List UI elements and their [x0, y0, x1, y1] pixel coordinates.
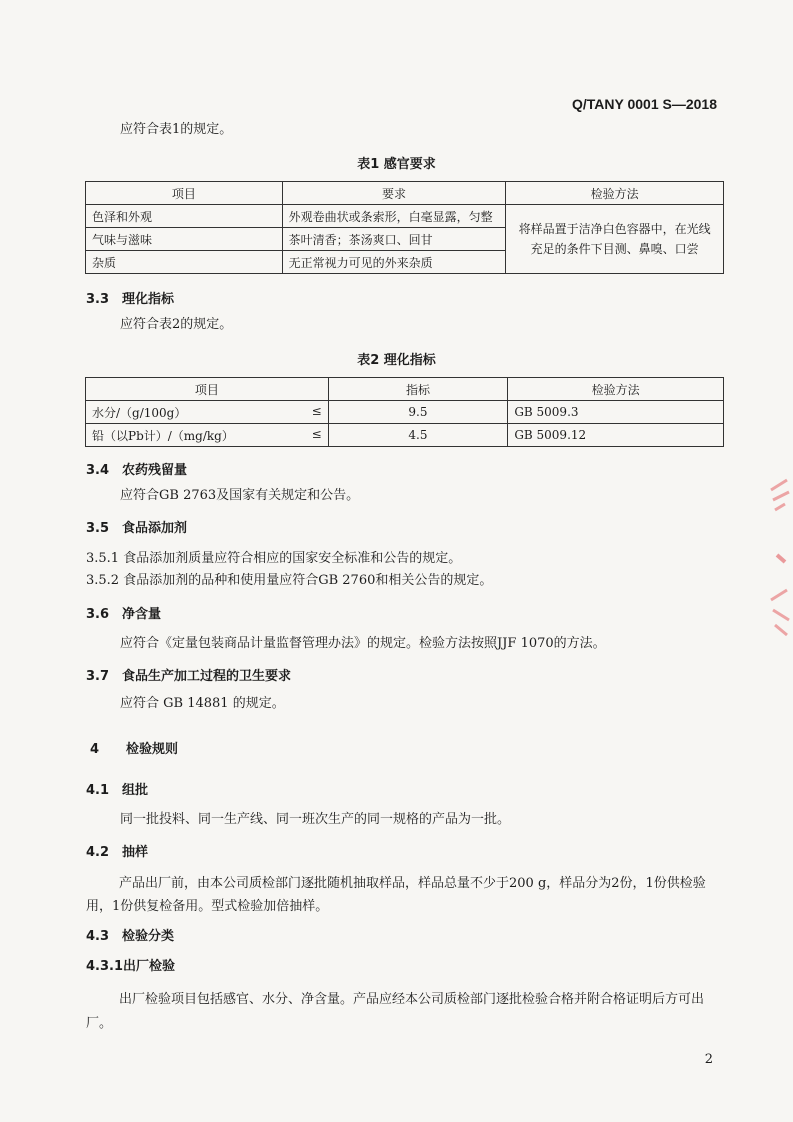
section-number: 3.4	[86, 463, 110, 478]
table-header-cell: 项目	[86, 182, 283, 205]
section-3-7-text: 应符合 GB 14881 的规定。	[120, 696, 285, 711]
section-4-2-text: 产品出厂前，由本公司质检部门逐批随机抽取样品，样品总量不少于200 g，样品分为2份，1份供检验用，1份供复检备用。型式检验加倍抽样。	[86, 876, 706, 914]
table-cell-method: GB 5009.12	[508, 424, 724, 447]
section-title: 组批	[122, 783, 149, 798]
section-3-7-heading	[86, 665, 291, 684]
table2-reference: 应符合表2的规定。	[120, 317, 233, 332]
table-cell-requirement: 无正常视力可见的外来杂质	[282, 251, 506, 274]
section-4-2-heading	[86, 841, 148, 860]
le-sign: ≤	[311, 426, 322, 441]
table2-physicochemical	[85, 377, 724, 447]
section-title: 农药残留量	[122, 463, 188, 478]
table-row	[86, 205, 724, 228]
table-cell-method: GB 5009.3	[508, 401, 724, 424]
section-title: 净含量	[122, 607, 162, 622]
table-cell-item	[86, 424, 329, 447]
le-sign: ≤	[311, 403, 322, 418]
section-title: 食品生产加工过程的卫生要求	[122, 669, 292, 684]
section-3-6-heading	[86, 603, 161, 622]
table-header-row	[86, 182, 724, 205]
section-number: 4.3	[86, 929, 110, 944]
section-title: 检验规则	[126, 742, 179, 757]
page-number: 2	[704, 1052, 713, 1067]
table-cell-requirement: 外观卷曲状或条索形，白毫显露，匀整	[282, 205, 506, 228]
section-4-3-1-heading	[86, 955, 175, 974]
table-cell-value: 9.5	[328, 401, 508, 424]
table1-caption: 表1 感官要求	[357, 157, 436, 172]
section-4-3-heading	[86, 925, 174, 944]
table1-reference: 应符合表1的规定。	[120, 122, 233, 137]
section-3-5-heading	[86, 517, 187, 536]
table-header-row	[86, 378, 724, 401]
section-number: 4.3.1	[86, 959, 124, 974]
section-title: 检验分类	[122, 929, 175, 944]
section-title: 理化指标	[122, 292, 175, 307]
table-cell-item: 气味与滋味	[86, 228, 283, 251]
section-4-3-1-text: 出厂检验项目包括感官、水分、净含量。产品应经本公司质检部门逐批检验合格并附合格证明后方可出厂。	[86, 992, 705, 1031]
standard-number: Q/TANY 0001 S—2018	[571, 96, 717, 112]
table-cell-method: 将样品置于洁净白色容器中，在光线充足的条件下目测、鼻嗅、口尝	[506, 205, 724, 274]
seal-fragment-icon	[765, 470, 793, 650]
table-header-cell: 要求	[282, 182, 506, 205]
table-cell-item: 色泽和外观	[86, 205, 283, 228]
section-4-heading	[90, 738, 178, 757]
section-number: 4.1	[86, 783, 110, 798]
section-number: 4.2	[86, 845, 110, 860]
table-header-cell: 指标	[328, 378, 508, 401]
table-cell-value: 4.5	[328, 424, 508, 447]
section-title: 食品添加剂	[122, 521, 188, 536]
table-cell-item	[86, 401, 329, 424]
item-label: 铅（以Pb计）/（mg/kg）	[92, 428, 234, 443]
table-cell-requirement: 茶叶清香；茶汤爽口、回甘	[282, 228, 506, 251]
section-number: 3.6	[86, 607, 110, 622]
section-4-1-heading	[86, 779, 148, 798]
section-3-3-heading	[86, 288, 174, 307]
section-3-4-heading	[86, 459, 187, 478]
table-row	[86, 424, 724, 447]
section-3-5-2-text: 3.5.2 食品添加剂的品种和使用量应符合GB 2760和相关公告的规定。	[86, 573, 493, 588]
item-label: 水分/（g/100g）	[92, 405, 187, 420]
table-cell-item: 杂质	[86, 251, 283, 274]
section-title: 出厂检验	[123, 959, 176, 974]
section-number: 3.3	[86, 292, 110, 307]
table2-caption: 表2 理化指标	[357, 353, 436, 368]
table-header-cell: 项目	[86, 378, 329, 401]
section-4-1-text: 同一批投料、同一生产线、同一班次生产的同一规格的产品为一批。	[120, 812, 511, 827]
section-3-6-text: 应符合《定量包装商品计量监督管理办法》的规定。检验方法按照JJF 1070的方法。	[120, 636, 606, 651]
table-row	[86, 401, 724, 424]
table-header-cell: 检验方法	[506, 182, 724, 205]
section-number: 4	[90, 742, 100, 757]
section-title: 抽样	[122, 845, 149, 860]
section-3-5-1-text: 3.5.1 食品添加剂质量应符合相应的国家安全标准和公告的规定。	[86, 551, 462, 566]
table1-sensory	[85, 181, 724, 274]
table-header-cell: 检验方法	[508, 378, 724, 401]
red-seal-stamp	[765, 470, 793, 650]
section-3-4-text: 应符合GB 2763及国家有关规定和公告。	[120, 488, 360, 503]
section-number: 3.7	[86, 669, 110, 684]
section-number: 3.5	[86, 521, 110, 536]
